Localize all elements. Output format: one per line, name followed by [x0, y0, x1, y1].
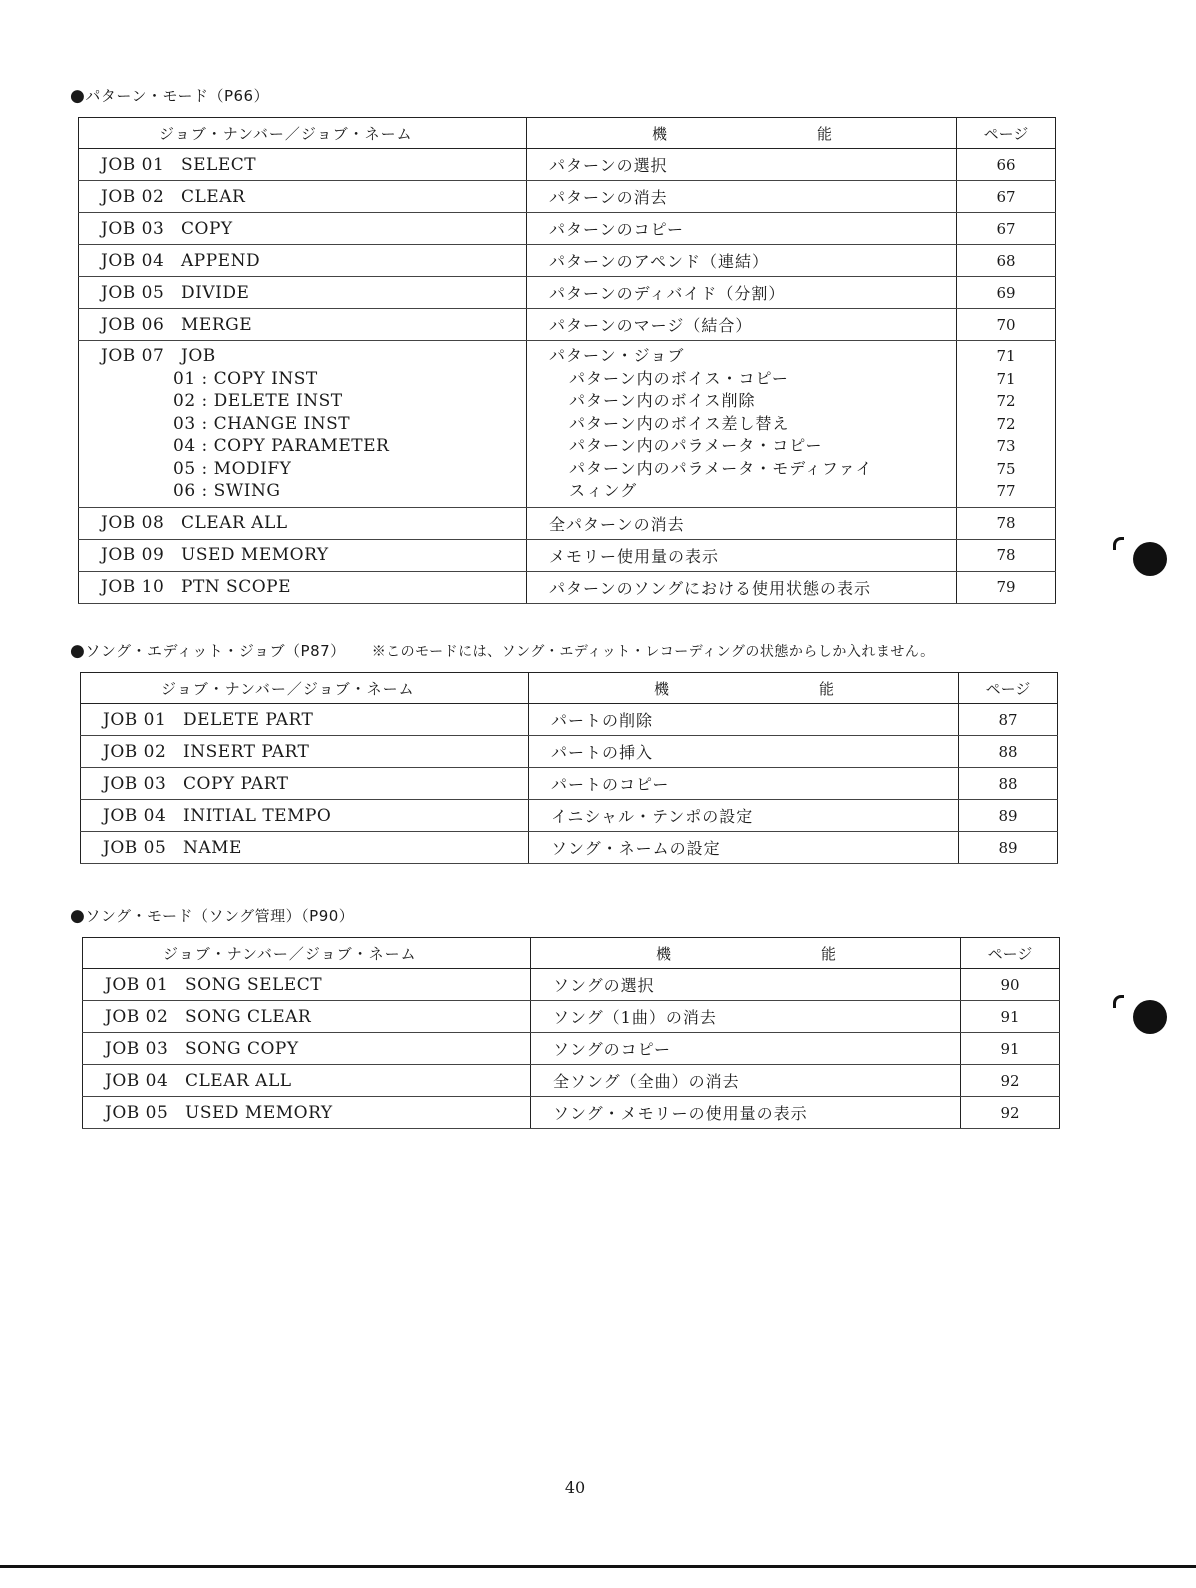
page-number: 40 — [564, 1478, 586, 1497]
table-row: JOB 05 NAME ソング・ネームの設定 89 — [81, 832, 1058, 864]
header-job-name: ジョブ・ナンバー／ジョブ・ネーム — [83, 938, 531, 969]
margin-punch-mark — [1133, 542, 1167, 576]
sub-job: 06 : SWING — [173, 481, 281, 501]
sub-job: 02 : DELETE INST — [173, 391, 343, 411]
table-row: JOB 10 PTN SCOPE パターンのソングにおける使用状態の表示 79 — [79, 571, 1056, 603]
sub-job: 03 : CHANGE INST — [173, 413, 351, 434]
table-header-row — [79, 118, 1056, 149]
song-mode-job-table — [82, 937, 1060, 1129]
header-page: ページ — [957, 118, 1056, 149]
section-title: ソング・モード（ソング管理）（P90） — [85, 907, 355, 925]
song-edit-job-table — [80, 672, 1058, 864]
table-header-row — [83, 938, 1060, 969]
section-heading-song-edit-job — [70, 640, 935, 661]
bullet-icon: ● — [70, 906, 86, 926]
table-row: JOB 03 COPY PART パートのコピー 88 — [81, 768, 1058, 800]
header-page: ページ — [959, 673, 1058, 704]
header-job-name: ジョブ・ナンバー／ジョブ・ネーム — [79, 118, 527, 149]
section-note: ※このモードには、ソング・エディット・レコーディングの状態からしか入れません。 — [371, 644, 935, 660]
table-row: JOB 04 INITIAL TEMPO イニシャル・テンポの設定 89 — [81, 800, 1058, 832]
table-row: JOB 04 APPEND パターンのアペンド（連結） 68 — [79, 245, 1056, 277]
margin-mark-tick — [1113, 537, 1124, 550]
section-heading-song-mode — [70, 905, 354, 926]
table-row: JOB 09 USED MEMORY メモリー使用量の表示 78 — [79, 539, 1056, 571]
header-function: 機 能 — [529, 673, 959, 704]
bottom-rule — [0, 1565, 1196, 1568]
bullet-icon: ● — [70, 641, 86, 661]
header-job-name: ジョブ・ナンバー／ジョブ・ネーム — [81, 673, 529, 704]
table-row: JOB 01 DELETE PART パートの削除 87 — [81, 704, 1058, 736]
table-row: JOB 06 MERGE パターンのマージ（結合） 70 — [79, 309, 1056, 341]
table-header-row — [81, 673, 1058, 704]
table-row: JOB 02 CLEAR パターンの消去 67 — [79, 181, 1056, 213]
section-title: パターン・モード（P66） — [85, 87, 270, 105]
table-row-job07: JOB 07 JOB 01 : COPY INST 02 : DELETE INST 03 : CHANGE INST 04 : COPY PARAMETER 05 : MODIFY 06 : SWING パターン・ジョブ パターン内のボイス・コピー パターン内のボイス削除 パターン内のボイス差し替え パターン内のパラメータ・コピー パターン内のパラメータ・モディファイ スィング 71 71 72 72 73 75 77 — [79, 341, 1056, 508]
section-heading-pattern-mode — [70, 85, 269, 106]
header-page: ページ — [961, 938, 1060, 969]
bullet-icon: ● — [70, 86, 86, 106]
table-row: JOB 03 COPY パターンのコピー 67 — [79, 213, 1056, 245]
section-title: ソング・エディット・ジョブ（P87） — [85, 642, 346, 660]
table-row: JOB 01 SONG SELECT ソングの選択 90 — [83, 969, 1060, 1001]
table-row: JOB 05 USED MEMORY ソング・メモリーの使用量の表示 92 — [83, 1097, 1060, 1129]
sub-job: 04 : COPY PARAMETER — [173, 436, 390, 456]
table-row: JOB 04 CLEAR ALL 全ソング（全曲）の消去 92 — [83, 1065, 1060, 1097]
table-row: JOB 03 SONG COPY ソングのコピー 91 — [83, 1033, 1060, 1065]
pattern-mode-job-table — [78, 117, 1056, 604]
sub-job: 05 : MODIFY — [173, 458, 292, 479]
table-row: JOB 02 INSERT PART パートの挿入 88 — [81, 736, 1058, 768]
table-row: JOB 08 CLEAR ALL 全パターンの消去 78 — [79, 507, 1056, 539]
header-function: 機 能 — [531, 938, 961, 969]
sub-job: 01 : COPY INST — [173, 368, 318, 389]
table-row: JOB 02 SONG CLEAR ソング（1曲）の消去 91 — [83, 1001, 1060, 1033]
table-row: JOB 01 SELECT パターンの選択 66 — [79, 149, 1056, 181]
header-function: 機 能 — [527, 118, 957, 149]
table-row: JOB 05 DIVIDE パターンのディバイド（分割） 69 — [79, 277, 1056, 309]
margin-mark-tick — [1113, 995, 1124, 1008]
margin-punch-mark — [1133, 1000, 1167, 1034]
